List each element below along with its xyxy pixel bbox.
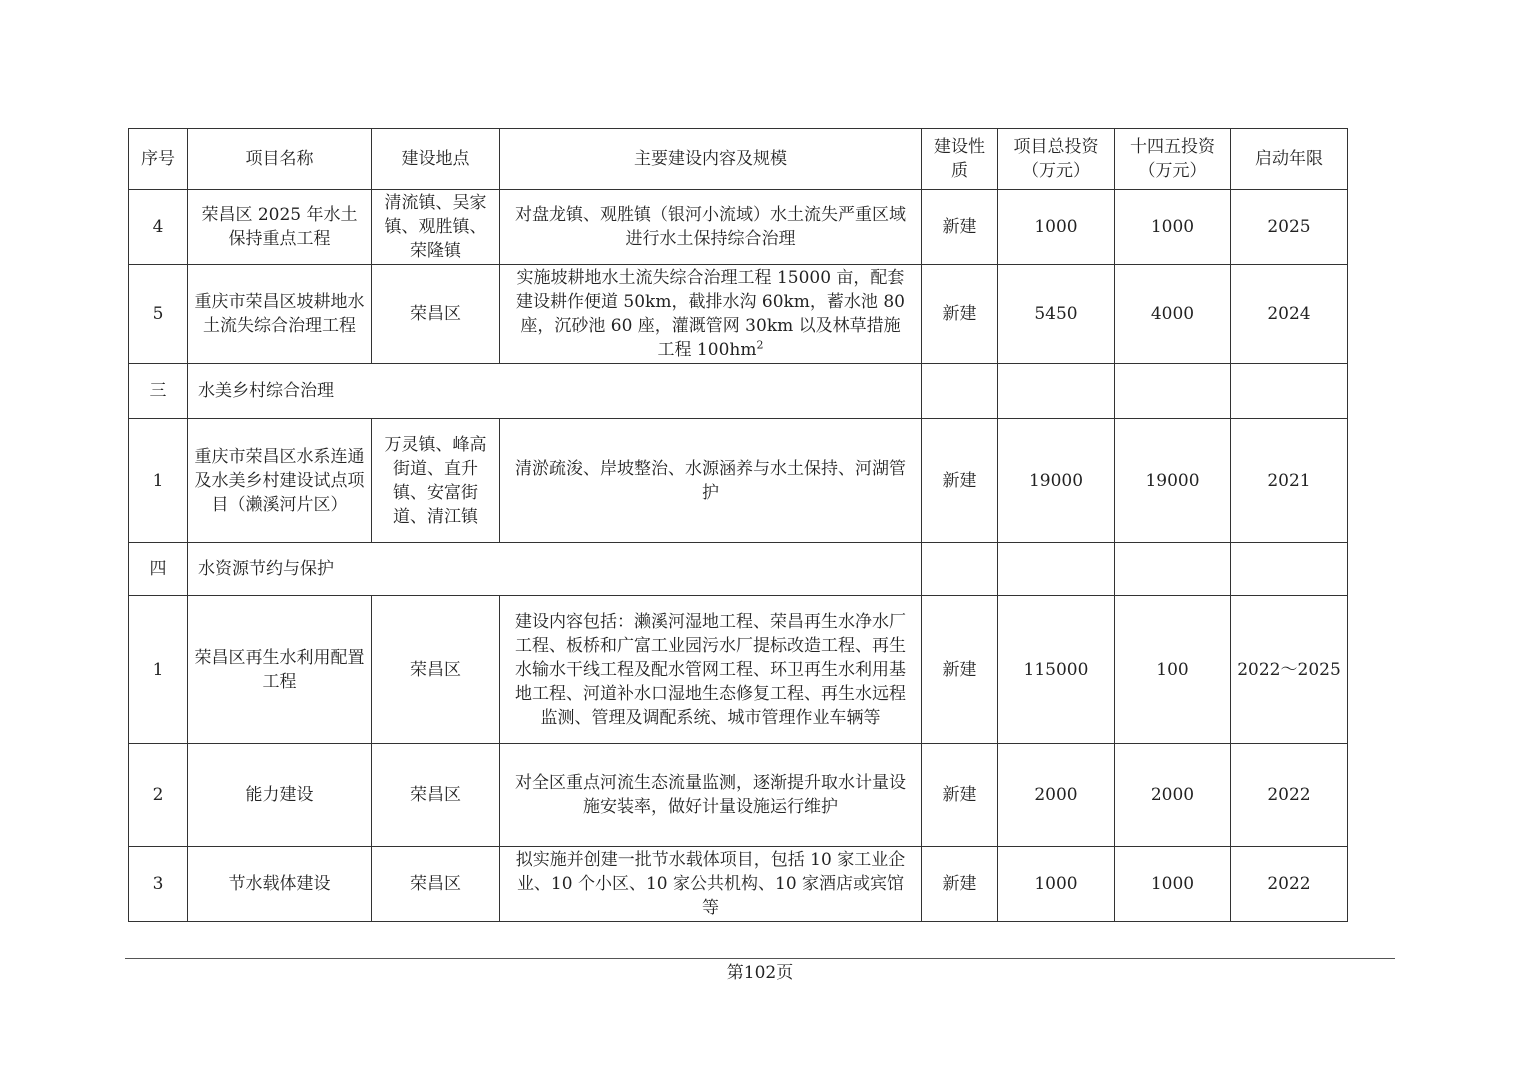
row-total-investment: 1000	[998, 190, 1115, 265]
row-no: 2	[129, 744, 188, 847]
section-no: 四	[129, 543, 188, 596]
row-no: 1	[129, 596, 188, 744]
page-number: 第102页	[726, 963, 794, 983]
row-nature: 新建	[922, 190, 998, 265]
row-location: 荣昌区	[372, 847, 500, 922]
row-start-year: 2022	[1231, 744, 1348, 847]
empty-cell	[1115, 364, 1231, 419]
footer-divider	[125, 958, 1395, 959]
empty-cell	[998, 543, 1115, 596]
header-project-name: 项目名称	[188, 129, 372, 190]
row-content: 建设内容包括：濑溪河湿地工程、荣昌再生水净水厂工程、板桥和广富工业园污水厂提标改造工程、再生水输水干线工程及配水管网工程、环卫再生水利用基地工程、河道补水口湿地生态修复工程、再生水远程监测、管理及调配系统、城市管理作业车辆等	[500, 596, 922, 744]
table-row	[129, 419, 1348, 543]
empty-cell	[922, 364, 998, 419]
empty-cell	[1115, 543, 1231, 596]
project-table	[128, 128, 1348, 922]
section-title: 水美乡村综合治理	[188, 364, 922, 419]
header-location: 建设地点	[372, 129, 500, 190]
row-total-investment: 1000	[998, 847, 1115, 922]
table-header-row	[129, 129, 1348, 190]
header-content: 主要建设内容及规模	[500, 129, 922, 190]
empty-cell	[1231, 364, 1348, 419]
row-five-year-investment: 1000	[1115, 190, 1231, 265]
row-five-year-investment: 19000	[1115, 419, 1231, 543]
row-total-investment: 5450	[998, 265, 1115, 364]
row-location: 清流镇、吴家镇、观胜镇、荣隆镇	[372, 190, 500, 265]
table-row	[129, 596, 1348, 744]
row-project-name: 重庆市荣昌区坡耕地水土流失综合治理工程	[188, 265, 372, 364]
row-nature: 新建	[922, 265, 998, 364]
row-five-year-investment: 1000	[1115, 847, 1231, 922]
row-five-year-investment: 100	[1115, 596, 1231, 744]
row-no: 4	[129, 190, 188, 265]
row-content: 拟实施并创建一批节水载体项目，包括 10 家工业企业、10 个小区、10 家公共机构、10 家酒店或宾馆等	[500, 847, 922, 922]
row-nature: 新建	[922, 847, 998, 922]
superscript: 2	[756, 338, 764, 352]
row-start-year: 2025	[1231, 190, 1348, 265]
row-start-year: 2021	[1231, 419, 1348, 543]
table-row	[129, 265, 1348, 364]
row-no: 3	[129, 847, 188, 922]
row-no: 5	[129, 265, 188, 364]
empty-cell	[1231, 543, 1348, 596]
row-total-investment: 19000	[998, 419, 1115, 543]
row-total-investment: 2000	[998, 744, 1115, 847]
row-start-year: 2022	[1231, 847, 1348, 922]
empty-cell	[922, 543, 998, 596]
row-project-name: 荣昌区 2025 年水土保持重点工程	[188, 190, 372, 265]
header-no: 序号	[129, 129, 188, 190]
row-location: 万灵镇、峰高街道、直升镇、安富街道、清江镇	[372, 419, 500, 543]
header-nature: 建设性质	[922, 129, 998, 190]
row-content: 清淤疏浚、岸坡整治、水源涵养与水土保持、河湖管护	[500, 419, 922, 543]
row-total-investment: 115000	[998, 596, 1115, 744]
row-content: 对盘龙镇、观胜镇（银河小流域）水土流失严重区域进行水土保持综合治理	[500, 190, 922, 265]
row-five-year-investment: 4000	[1115, 265, 1231, 364]
row-content	[500, 265, 922, 364]
table-row	[129, 744, 1348, 847]
row-content: 对全区重点河流生态流量监测，逐渐提升取水计量设施安装率，做好计量设施运行维护	[500, 744, 922, 847]
row-location: 荣昌区	[372, 744, 500, 847]
row-project-name: 能力建设	[188, 744, 372, 847]
row-nature: 新建	[922, 596, 998, 744]
header-start-year: 启动年限	[1231, 129, 1348, 190]
row-start-year: 2022～2025	[1231, 596, 1348, 744]
section-row	[129, 543, 1348, 596]
row-project-name: 节水载体建设	[188, 847, 372, 922]
row-no: 1	[129, 419, 188, 543]
row-project-name: 荣昌区再生水利用配置工程	[188, 596, 372, 744]
row-nature: 新建	[922, 419, 998, 543]
row-location: 荣昌区	[372, 596, 500, 744]
header-five-year-investment: 十四五投资（万元）	[1115, 129, 1231, 190]
table-row	[129, 190, 1348, 265]
row-nature: 新建	[922, 744, 998, 847]
row-location: 荣昌区	[372, 265, 500, 364]
header-total-investment: 项目总投资（万元）	[998, 129, 1115, 190]
section-row	[129, 364, 1348, 419]
section-no: 三	[129, 364, 188, 419]
row-content-text: 实施坡耕地水土流失综合治理工程 15000 亩，配套建设耕作便道 50km，截排水沟 60km，蓄水池 80 座，沉砂池 60 座，灌溉管网 30km 以及林草措施工程 100hm	[516, 268, 905, 360]
empty-cell	[998, 364, 1115, 419]
row-five-year-investment: 2000	[1115, 744, 1231, 847]
section-title: 水资源节约与保护	[188, 543, 922, 596]
row-project-name: 重庆市荣昌区水系连通及水美乡村建设试点项目（濑溪河片区）	[188, 419, 372, 543]
table-row	[129, 847, 1348, 922]
row-start-year: 2024	[1231, 265, 1348, 364]
